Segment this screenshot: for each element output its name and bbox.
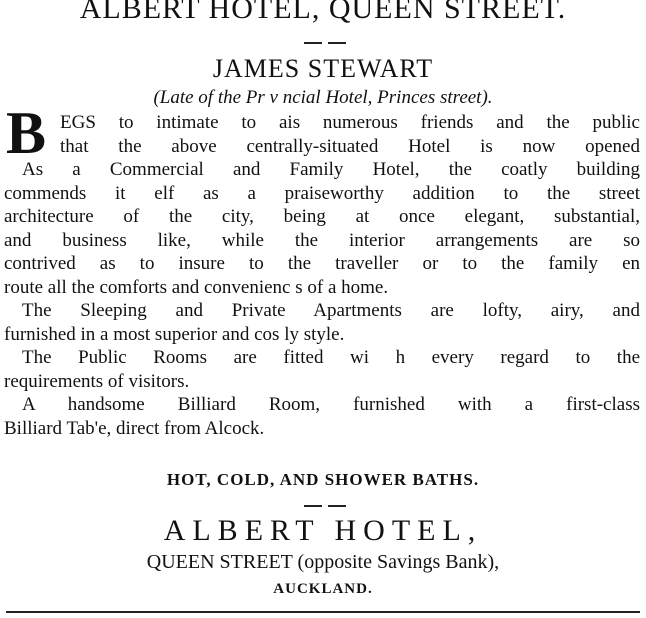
separator-dash xyxy=(328,505,346,507)
body-line: that the above centrally-situated Hotel is now opened xyxy=(60,135,640,157)
hotel-name: ALBERT HOTEL, xyxy=(163,514,483,547)
hotel-city: AUCKLAND. xyxy=(273,581,373,597)
body-line: Billiard Tab'e, direct from Alcock. xyxy=(4,417,265,439)
body-line: furnished in a most superior and cos ly style. xyxy=(4,323,345,345)
body-line: architecture of the city, being at once elegant, substantial, xyxy=(4,206,640,227)
hotel-address: QUEEN STREET (opposite Savings Bank), xyxy=(146,551,500,573)
previous-hotel-note: (Late of the Pr v ncial Hotel, Princes street). xyxy=(153,87,493,108)
body-line: The Sleeping and Private Apartments are lofty, airy, and xyxy=(22,300,640,321)
separator-dash xyxy=(304,505,322,507)
separator-dash xyxy=(304,42,322,44)
advertisement-body xyxy=(0,111,640,440)
body-line: EGS to intimate to ais numerous friends and the public xyxy=(60,112,640,133)
proprietor-name: JAMES STEWART xyxy=(212,54,434,83)
body-line: A handsome Billiard Room, furnished with a first-class xyxy=(22,394,640,415)
bottom-rule xyxy=(6,611,640,613)
body-line: requirements of visitors. xyxy=(4,370,190,392)
drop-cap: B xyxy=(6,100,47,166)
ad-heading: ALBERT HOTEL, QUEEN STREET. xyxy=(79,0,567,25)
body-line: commends it elf as a praiseworthy addition to the street xyxy=(4,182,640,204)
body-line: and business like, while the interior arrangements are so xyxy=(4,229,640,251)
body-line: As a Commercial and Family Hotel, the coatly building xyxy=(22,159,640,180)
baths-line: HOT, COLD, AND SHOWER BATHS. xyxy=(166,470,480,489)
body-line: route all the comforts and convenienc s of a home. xyxy=(4,276,389,298)
body-line: The Public Rooms are fitted wi h every regard to the xyxy=(22,347,640,368)
body-line: contrived as to insure to the traveller or to the family en xyxy=(4,253,640,274)
separator-dash xyxy=(328,42,346,44)
